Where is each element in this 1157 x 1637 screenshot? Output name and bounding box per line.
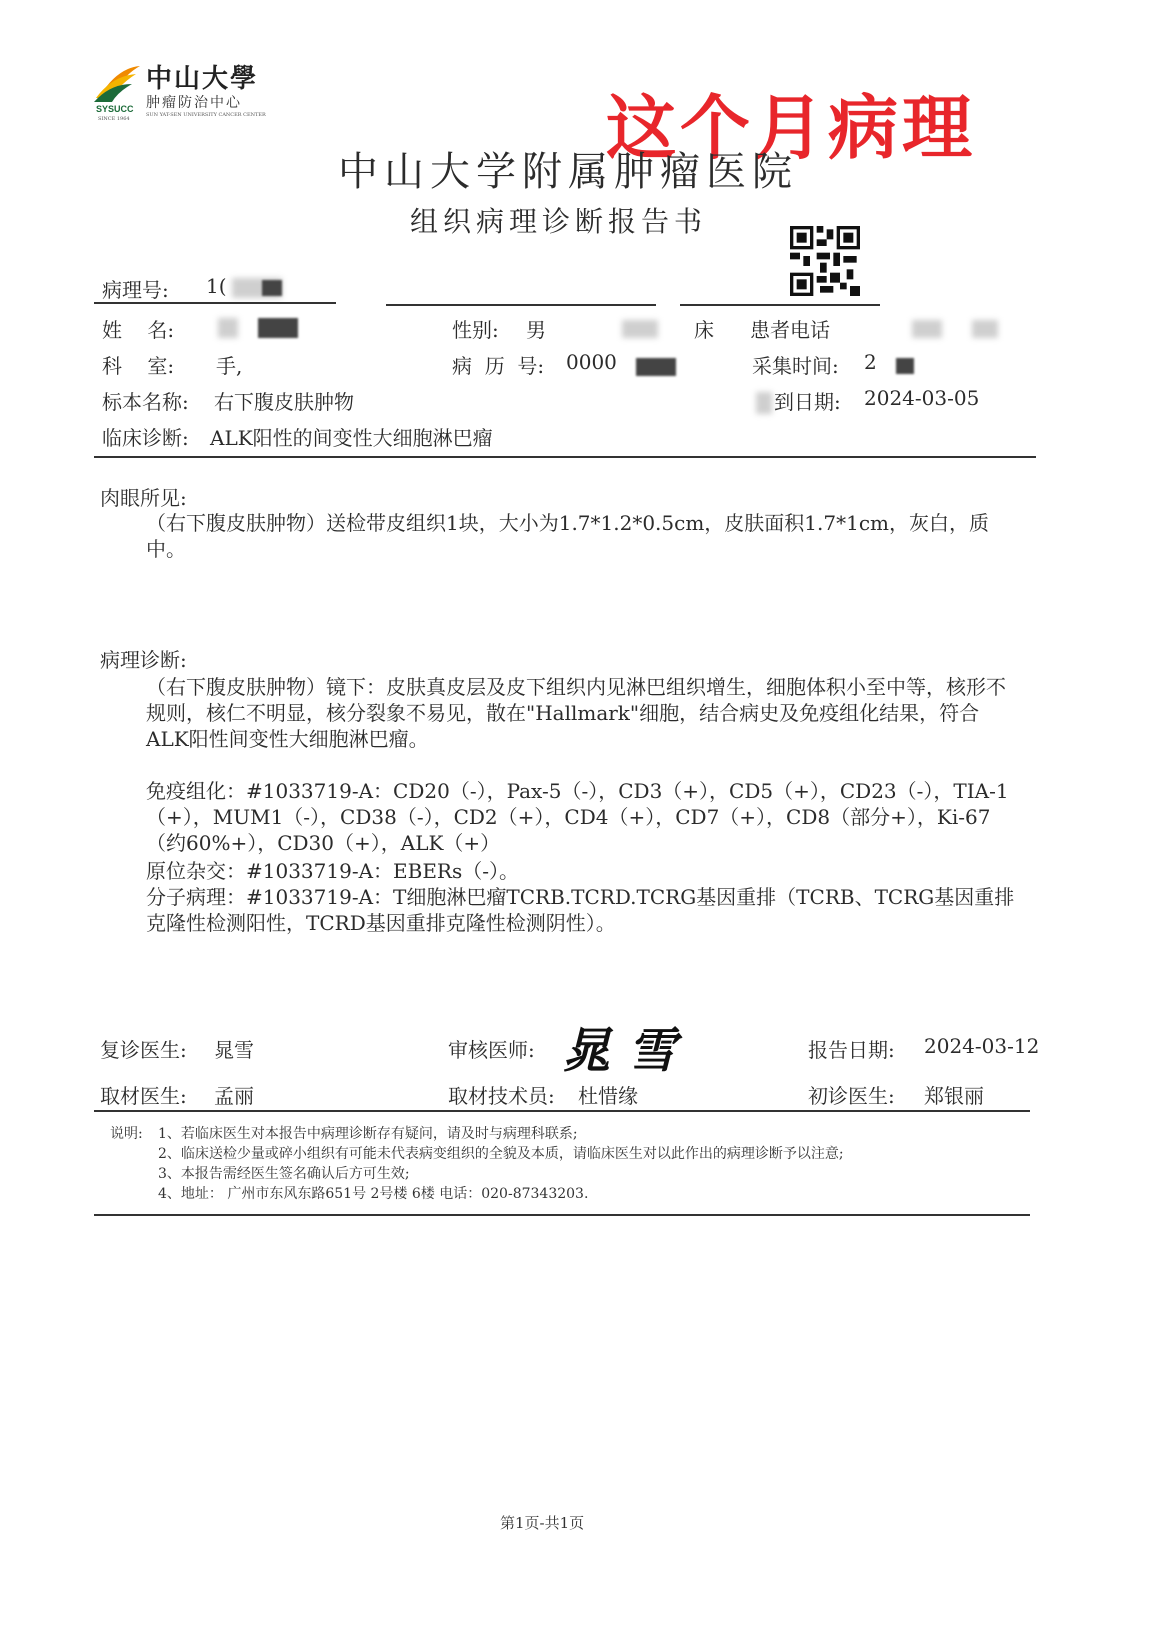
ihc-text: 免疫组化：#1033719-A：CD20（-），Pax-5（-），CD3（+），CD5（+），CD23（-），TIA-1（+），MUM1（-），CD38（-），CD2（+），CD4（+），CD7（+），CD8（部分+），Ki-67（约60%+），CD30（+），ALK（+） [146, 779, 1009, 855]
note-item: 3、本报告需经医生签名确认后方可生效; [158, 1166, 410, 1182]
note-item: 2、临床送检少量或碎小组织有可能未代表病变组织的全貌及本质，请临床医生对以此作出的病理诊断予以注意; [158, 1146, 844, 1162]
notes-label: 说明: [110, 1126, 143, 1142]
department-value: 手, [216, 354, 243, 378]
section-rule [94, 456, 1036, 458]
redaction-mark [218, 318, 238, 338]
report-date-value: 2024-03-12 [924, 1034, 1040, 1058]
ish-text: 原位杂交：#1033719-A：EBERs（-）。 [146, 859, 520, 883]
gender-label: 性别: [452, 318, 499, 342]
record-no-label: 病 历 号: [452, 354, 545, 378]
redaction-mark [258, 318, 298, 338]
department-label: 科 室: [102, 354, 175, 378]
clinical-diagnosis-value: ALK阳性的间变性大细胞淋巴瘤 [210, 426, 493, 450]
received-date-label: 到日期: [774, 390, 841, 414]
review-doctor-value: 晁雪 [214, 1038, 254, 1062]
page-number: 第1页-共1页 [500, 1514, 585, 1532]
diagnosis-heading: 病理诊断: [100, 648, 187, 672]
diagnosis-text: （右下腹皮肤肿物）镜下：皮肤真皮层及皮下组织内见淋巴组织增生，细胞体积小至中等，核形不规则，核仁不明显，核分裂象不易见，散在"Hallmark"细胞，结合病史及免疫组化结果，符合ALK阳性间变性大细胞淋巴瘤。 [146, 675, 1006, 751]
header-rule [94, 302, 336, 304]
record-no-value: 0000 [566, 350, 617, 374]
report-date-label: 报告日期: [808, 1038, 895, 1062]
received-date-value: 2024-03-05 [864, 386, 980, 410]
notes-bottom-rule [94, 1214, 1030, 1216]
collect-time-value: 2 [864, 350, 877, 374]
audit-doctor-label: 审核医师: [448, 1038, 535, 1062]
header-rule [680, 304, 880, 306]
sampling-doctor-label: 取材医生: [100, 1084, 187, 1108]
logo-subtitle: 肿瘤防治中心 [146, 95, 242, 111]
sampling-doctor-value: 孟丽 [214, 1084, 254, 1108]
logo-since: SINCE 1964 [98, 116, 130, 122]
clinical-diagnosis-label: 临床诊断: [102, 426, 189, 450]
logo-emblem-icon [92, 62, 142, 108]
redaction-mark [262, 280, 282, 296]
bed-fragment: 床 [694, 318, 714, 342]
redaction-mark [912, 320, 942, 338]
initial-doctor-value: 郑银丽 [924, 1084, 984, 1108]
pathology-no-label: 病理号: [102, 278, 169, 302]
molecular-text: 分子病理：#1033719-A：T细胞淋巴瘤TCRB.TCRD.TCRG基因重排（TCRB、TCRG基因重排克隆性检测阳性，TCRD基因重排克隆性检测阴性）。 [146, 885, 1015, 935]
phone-label: 患者电话 [750, 318, 830, 342]
logo-name: 中山大學 [146, 64, 259, 94]
sampling-tech-label: 取材技术员: [448, 1084, 555, 1108]
name-label: 姓 名: [102, 318, 175, 342]
notes-top-rule [94, 1110, 1030, 1112]
redaction-mark [622, 320, 658, 338]
hospital-title: 中山大学附属肿瘤医院 [338, 149, 798, 195]
note-item: 1、若临床医生对本报告中病理诊断存有疑问，请及时与病理科联系; [158, 1126, 578, 1142]
gender-value: 男 [526, 318, 546, 342]
gross-heading: 肉眼所见: [100, 486, 187, 510]
review-doctor-label: 复诊医生: [100, 1038, 187, 1062]
logo-abbr: SYSUCC [96, 104, 134, 114]
initial-doctor-label: 初诊医生: [808, 1084, 895, 1108]
report-title: 组织病理诊断报告书 [410, 205, 708, 238]
logo-english: SUN YAT-SEN UNIVERSITY CANCER CENTER [146, 112, 266, 118]
pathology-no-value: 1( [206, 274, 227, 298]
hospital-logo [92, 58, 266, 122]
redaction-mark [756, 392, 772, 414]
overlay-red-text: 这个月病理 [606, 87, 976, 169]
collect-time-label: 采集时间: [752, 354, 839, 378]
redaction-mark [636, 358, 676, 376]
redaction-mark [896, 358, 914, 374]
note-item: 4、地址： 广州市东风东路651号 2号楼 6楼 电话：020-87343203. [158, 1186, 589, 1202]
specimen-label: 标本名称: [102, 390, 189, 414]
header-rule [386, 304, 656, 306]
redaction-mark [972, 320, 998, 338]
audit-signature: 晁雪 [562, 1023, 695, 1079]
sampling-tech-value: 杜惜缘 [578, 1084, 638, 1108]
specimen-value: 右下腹皮肤肿物 [214, 390, 354, 414]
gross-text: （右下腹皮肤肿物）送检带皮组织1块，大小为1.7*1.2*0.5cm，皮肤面积1.7*1cm，灰白，质中。 [146, 511, 990, 561]
qr-code-icon [790, 226, 860, 296]
